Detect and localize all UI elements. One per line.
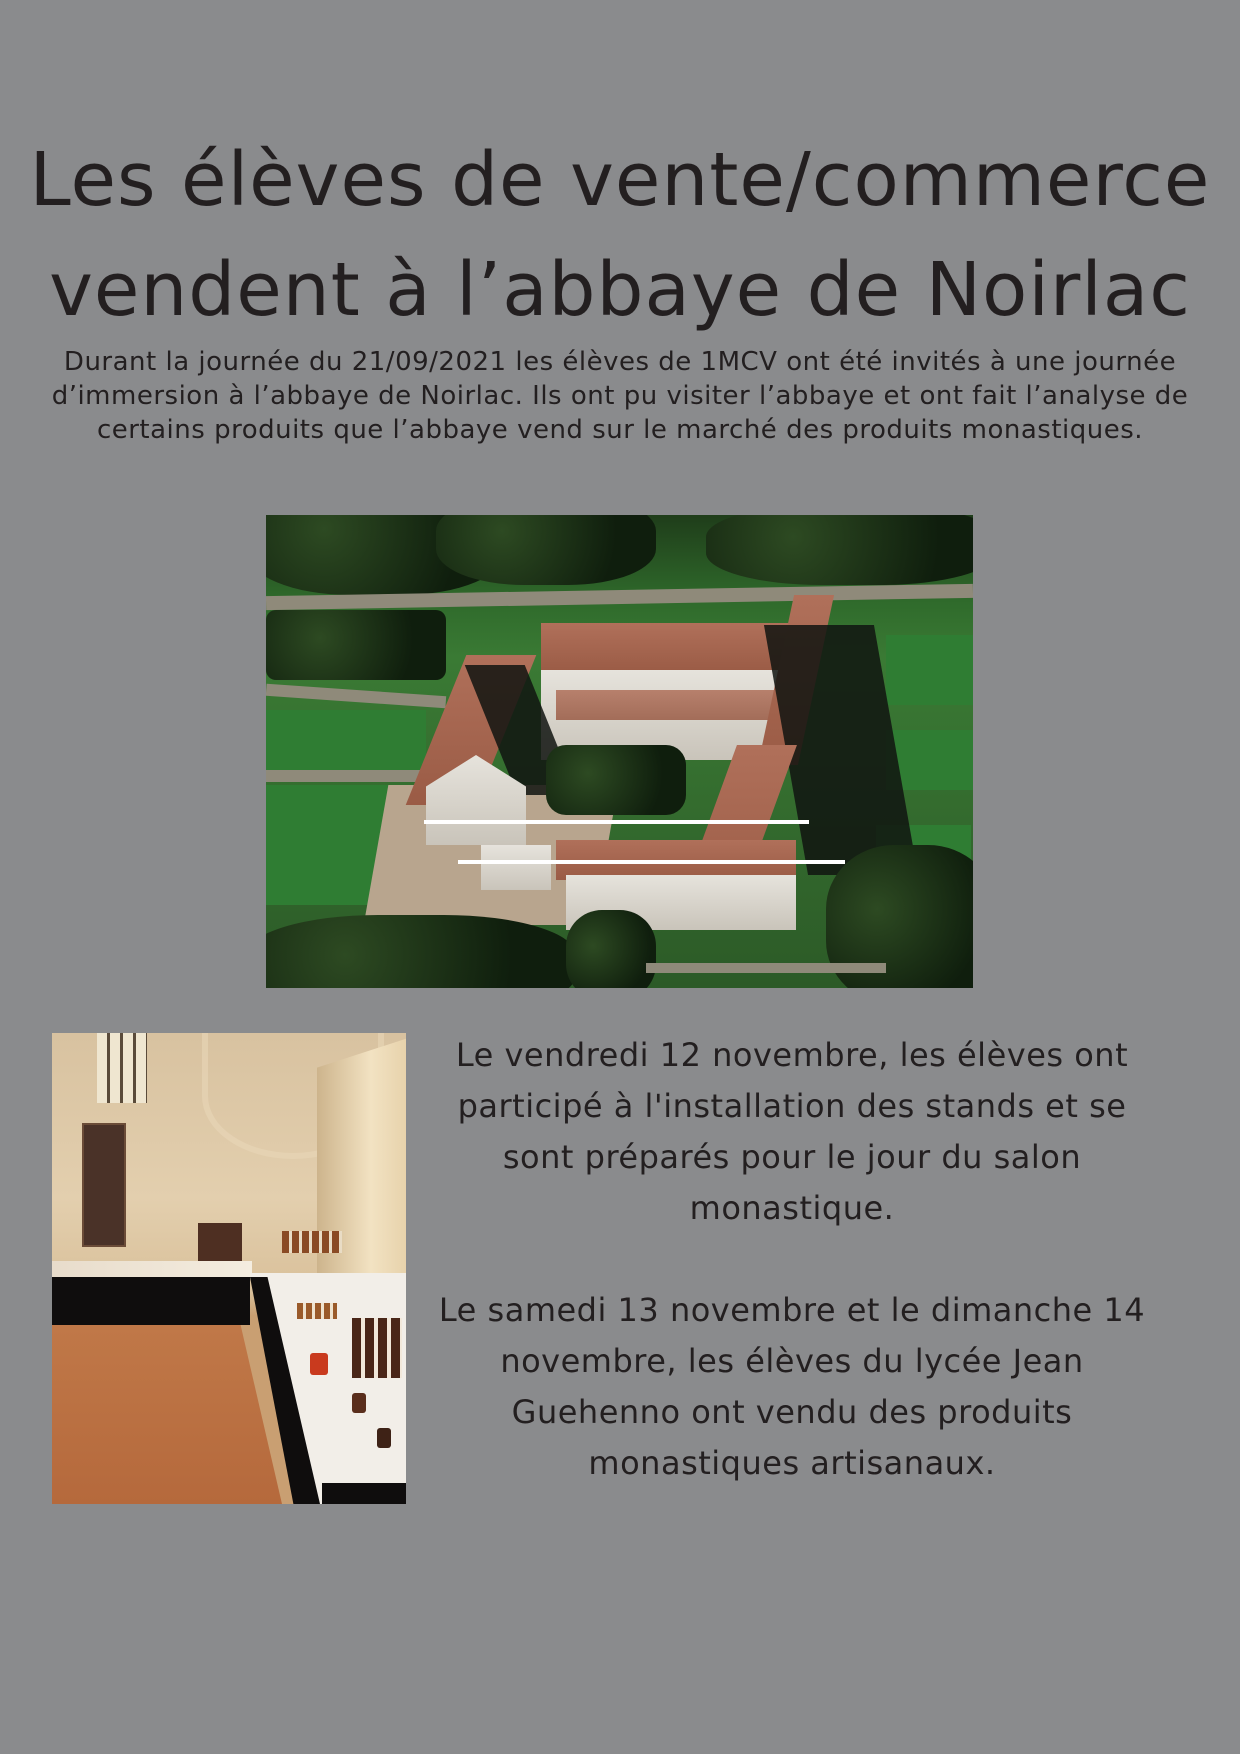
intro-paragraph: Durant la journée du 21/09/2021 les élèves de 1MCV ont été invités à une journée d’immersion à l’abbaye de Noirlac. Ils ont pu visiter l’abbaye et ont fait l’analyse de certains produits que l’abbaye vend sur le marché des produits monastiques. <box>51 347 1189 445</box>
white-line-1 <box>424 820 809 824</box>
event-friday-paragraph: Le vendredi 12 novembre, les élèves ont participé à l'installation des stands et se sont préparés pour le jour du salon monastique. <box>455 1036 1129 1227</box>
salon-interior-photo <box>52 1033 406 1504</box>
white-line-2 <box>458 860 845 864</box>
title-line-2: vendent à l’abbaye de Noirlac <box>49 247 1191 333</box>
event-weekend-paragraph: Le samedi 13 novembre et le dimanche 14 novembre, les élèves du lycée Jean Guehenno ont vendu des produits monastiques artisanaux. <box>438 1291 1146 1482</box>
abbey-aerial-photo <box>266 515 973 988</box>
events-text <box>430 1030 1154 1489</box>
title-line-1: Les élèves de vente/commerce <box>29 137 1211 223</box>
page-title <box>0 125 1240 345</box>
